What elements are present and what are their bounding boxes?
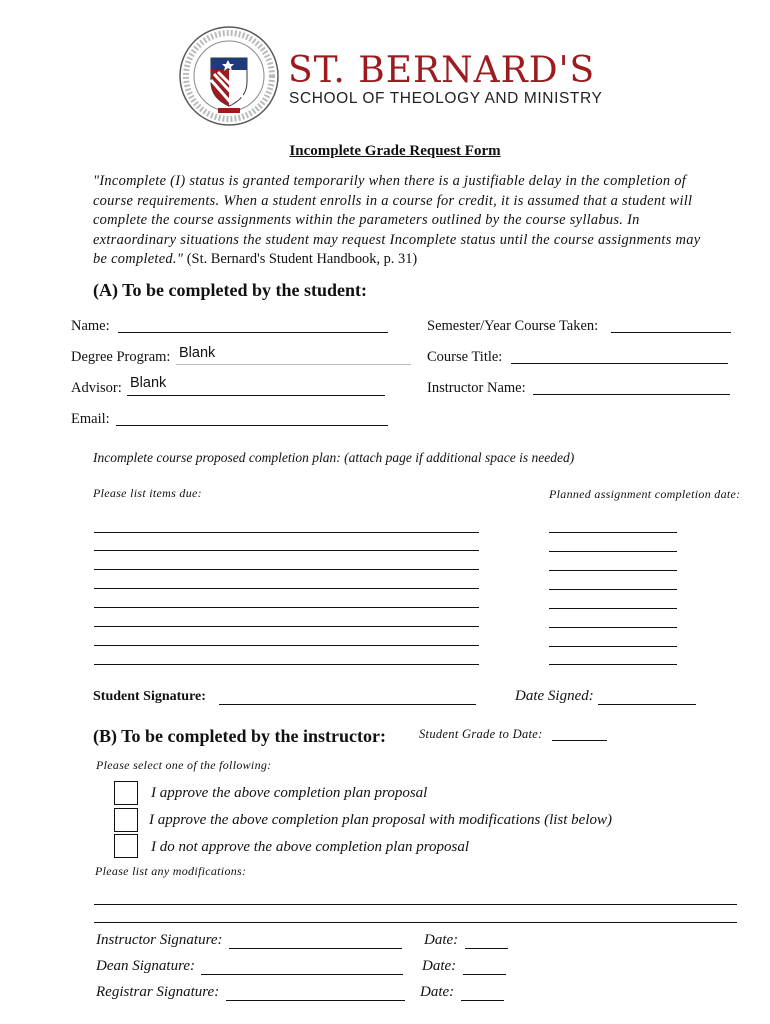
handbook-quote: [93, 172, 703, 270]
advisor-line: [127, 395, 385, 396]
approve-option-label: I approve the above completion plan proposal: [151, 785, 428, 801]
completion-date-line[interactable]: [549, 608, 677, 609]
completion-date-line[interactable]: [549, 646, 677, 647]
completion-date-line[interactable]: [549, 589, 677, 590]
select-prompt: Please select one of the following:: [96, 758, 272, 772]
instructor-signature-label: Instructor Signature:: [96, 932, 223, 948]
registrar-date-field[interactable]: [461, 1000, 504, 1001]
instructor-date-label: Date:: [424, 932, 459, 948]
item-due-line[interactable]: [94, 626, 479, 627]
student-signature-label: Student Signature:: [93, 689, 206, 704]
dean-signature-field[interactable]: [201, 974, 403, 975]
completion-date-label: Planned assignment completion date:: [549, 487, 741, 501]
degree-program-field[interactable]: Blank: [179, 345, 216, 361]
items-due-label: Please list items due:: [93, 486, 202, 500]
do-not-approve-checkbox[interactable]: [114, 834, 138, 858]
instructor-name-field[interactable]: [533, 394, 730, 395]
completion-date-line[interactable]: [549, 664, 677, 665]
quote-text: "Incomplete (I) status is granted temporarily when there is a justifiable delay in the completion of course requirements. When a student enrolls in a course for credit, it is assumed that a student will complete the course assignments within the parameters outlined by the course syllabus. In extraordinary situations the student may request Incomplete status until the course assignments may be completed.": [93, 173, 701, 267]
semester-label: Semester/Year Course Taken:: [427, 318, 599, 334]
approve-with-modifications-label: I approve the above completion plan proposal with modifications (list below): [149, 812, 613, 828]
completion-date-line[interactable]: [549, 570, 677, 571]
school-name: ST. BERNARD'S: [288, 50, 596, 91]
modifications-line[interactable]: [94, 904, 737, 905]
form-title: Incomplete Grade Request Form: [289, 143, 501, 159]
plan-note: Incomplete course proposed completion plan: (attach page if additional space is needed): [93, 450, 575, 465]
item-due-line[interactable]: [94, 645, 479, 646]
advisor-field[interactable]: Blank: [130, 375, 167, 391]
name-field[interactable]: [118, 332, 388, 333]
dean-signature-label: Dean Signature:: [96, 958, 196, 974]
item-due-line[interactable]: [94, 532, 479, 533]
completion-date-line[interactable]: [549, 627, 677, 628]
degree-program-line: [176, 364, 411, 365]
advisor-label: Advisor:: [71, 380, 122, 396]
do-not-approve-label: I do not approve the above completion plan proposal: [151, 839, 470, 855]
registrar-date-label: Date:: [420, 984, 455, 1000]
school-seal-logo: [178, 24, 280, 128]
dean-date-label: Date:: [422, 958, 457, 974]
item-due-line[interactable]: [94, 588, 479, 589]
course-title-label: Course Title:: [427, 349, 503, 365]
item-due-line[interactable]: [94, 569, 479, 570]
item-due-line[interactable]: [94, 664, 479, 665]
grade-to-date-field[interactable]: [552, 740, 607, 741]
completion-date-line[interactable]: [549, 551, 677, 552]
semester-field[interactable]: [611, 332, 731, 333]
course-title-field[interactable]: [511, 363, 728, 364]
completion-date-line[interactable]: [549, 532, 677, 533]
date-signed-label: Date Signed:: [515, 688, 594, 704]
modifications-label: Please list any modifications:: [95, 864, 247, 878]
section-b-heading: (B) To be completed by the instructor:: [93, 726, 386, 746]
student-signature-field[interactable]: [219, 704, 476, 705]
email-label: Email:: [71, 411, 110, 427]
name-label: Name:: [71, 318, 110, 334]
section-a-heading: (A) To be completed by the student:: [93, 280, 368, 300]
instructor-signature-field[interactable]: [229, 948, 402, 949]
registrar-signature-field[interactable]: [226, 1000, 405, 1001]
approve-checkbox[interactable]: [114, 781, 138, 805]
approve-with-modifications-checkbox[interactable]: [114, 808, 138, 832]
item-due-line[interactable]: [94, 550, 479, 551]
modifications-line[interactable]: [94, 922, 737, 923]
registrar-signature-label: Registrar Signature:: [96, 984, 220, 1000]
instructor-date-field[interactable]: [465, 948, 508, 949]
school-subtitle: SCHOOL OF THEOLOGY AND MINISTRY: [289, 90, 603, 107]
instructor-name-label: Instructor Name:: [427, 380, 526, 396]
item-due-line[interactable]: [94, 607, 479, 608]
date-signed-field[interactable]: [598, 704, 696, 705]
email-field[interactable]: [116, 425, 388, 426]
grade-to-date-label: Student Grade to Date:: [419, 727, 543, 741]
quote-citation: (St. Bernard's Student Handbook, p. 31): [183, 251, 418, 267]
dean-date-field[interactable]: [463, 974, 506, 975]
degree-program-label: Degree Program:: [71, 349, 171, 365]
